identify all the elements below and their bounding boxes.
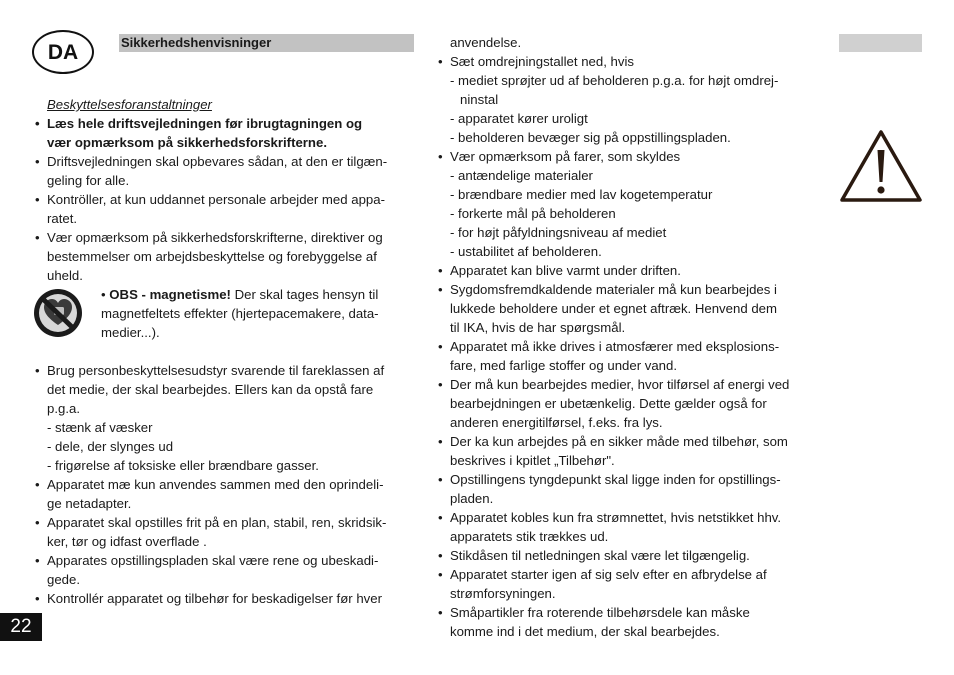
list-item-continuation: strømforsyningen. xyxy=(450,586,556,601)
list-item: • Apparatet må ikke drives i atmosfærer med eksplosions- xyxy=(438,339,780,354)
dash-item: - dele, der slynges ud xyxy=(47,439,174,454)
dash-item: - stænk af væsker xyxy=(47,420,153,435)
magnetism-text: • OBS - magnetisme! Der skal tages hensyn til magnetfeltets effekter (hjertepacemakere, data- medier...). xyxy=(101,287,379,340)
list-item-continuation: lukkede beholdere under et egnet aftræk. Henvend dem xyxy=(450,301,777,316)
list-item: • Apparatet mæ kun anvendes sammen med den oprindeli- xyxy=(35,477,384,492)
list-item-continuation: vær opmærksom på sikkerhedsforskrifterne. xyxy=(47,135,327,150)
list-item: • Vær opmærksom på sikkerhedsforskrifterne, direktiver og xyxy=(35,230,383,245)
list-item: • Apparatet skal opstilles frit på en plan, stabil, ren, skridsik- xyxy=(35,515,387,530)
dash-item: - antændelige materialer xyxy=(450,168,593,183)
dash-item: - brændbare medier med lav kogetemperatur xyxy=(450,187,713,202)
section-title: Sikkerhedshenvisninger xyxy=(119,34,414,52)
dash-item: - ustabilitet af beholderen. xyxy=(450,244,602,259)
list-item-continuation: pladen. xyxy=(450,491,494,506)
list-item: • Der må kun bearbejdes medier, hvor tilførsel af energi ved xyxy=(438,377,790,392)
list-item-continuation: fare, med farlige stoffer og under vand. xyxy=(450,358,678,373)
list-item-continuation: komme ind i det medium, der skal bearbejdes. xyxy=(450,624,720,639)
dash-item: - mediet sprøjter ud af beholderen p.g.a. for højt omdrej- xyxy=(450,73,779,88)
left-column xyxy=(35,95,413,608)
list-item: • Sygdomsfremdkaldende materialer må kun bearbejdes i xyxy=(438,282,777,297)
list-item: • Stikdåsen til netledningen skal være let tilgængelig. xyxy=(438,548,750,563)
list-item: • Apparates opstillingspladen skal være rene og ubeskadi- xyxy=(35,553,379,568)
list-item-continuation: uheld. xyxy=(47,268,83,283)
list-item: • Sæt omdrejningstallet ned, hvis xyxy=(438,54,634,69)
list-item-continuation: p.g.a. xyxy=(47,401,80,416)
header-tab-bar xyxy=(839,34,922,52)
list-item-continuation: anvendelse. xyxy=(450,35,522,50)
dash-item: - for højt påfyldningsniveau af mediet xyxy=(450,225,667,240)
list-item: • Der ka kun arbejdes på en sikker måde med tilbehør, som xyxy=(438,434,788,449)
dash-item-continuation: ninstal xyxy=(460,92,499,107)
list-item: • Apparatet kobles kun fra strømnettet, hvis netstikket hhv. xyxy=(438,510,782,525)
list-item-continuation: beskrives i kpitlet „Tilbehør". xyxy=(450,453,615,468)
list-item-continuation: geling for alle. xyxy=(47,173,130,188)
list-item-continuation: bestemmelser om arbejdsbeskyttelse og forebyggelse af xyxy=(47,249,377,264)
page-number: 22 xyxy=(0,613,42,641)
list-item: • Småpartikler fra roterende tilbehørsdele kan måske xyxy=(438,605,750,620)
dash-item: - forkerte mål på beholderen xyxy=(450,206,616,221)
list-item-continuation: anderen energitilførsel, f.eks. fra lys. xyxy=(450,415,663,430)
list-item-continuation: bearbejdningen er ubetænkelig. Dette gælder også for xyxy=(450,396,767,411)
dash-item: - frigørelse af toksiske eller brændbare gasser. xyxy=(47,458,319,473)
list-item-continuation: gede. xyxy=(47,572,81,587)
list-item-continuation: ratet. xyxy=(47,211,78,226)
list-item-continuation: ker, tør og idfast overflade . xyxy=(47,534,207,549)
right-column xyxy=(438,33,816,641)
dash-item: - beholderen bevæger sig på oppstillingspladen. xyxy=(450,130,731,145)
list-item: • Vær opmærksom på farer, som skyldes xyxy=(438,149,681,164)
magnetism-heading: OBS - magnetisme! xyxy=(109,287,231,302)
magnetism-warning xyxy=(35,285,413,361)
list-item: • Læs hele driftsvejledningen før ibrugtagningen og xyxy=(35,116,363,131)
list-item-continuation: det medie, der skal bearbejdes. Ellers kan da opstå fare xyxy=(47,382,374,397)
language-badge: DA xyxy=(32,30,94,74)
list-item: • Kontröller, at kun uddannet personale arbejder med appa- xyxy=(35,192,385,207)
no-pacemaker-magnet-icon xyxy=(32,287,84,339)
list-item: • Apparatet starter igen af sig selv efter en afbrydelse af xyxy=(438,567,767,582)
list-item: • Apparatet kan blive varmt under driften. xyxy=(438,263,681,278)
list-item: • Opstillingens tyngdepunkt skal ligge inden for opstillings- xyxy=(438,472,781,487)
dash-item: - apparatet kører uroligt xyxy=(450,111,588,126)
list-item-continuation: ge netadapter. xyxy=(47,496,132,511)
list-item: • Driftsvejledningen skal opbevares sådan, at den er tilgæn- xyxy=(35,154,388,169)
list-item: • Kontrollér apparatet og tilbehør for beskadigelser før hver xyxy=(35,591,382,606)
list-item: • Brug personbeskyttelsesudstyr svarende til fareklassen af xyxy=(35,363,385,378)
subheading: Beskyttelsesforanstaltninger xyxy=(47,97,212,112)
list-item-continuation: apparatets stik trækkes ud. xyxy=(450,529,609,544)
list-item-continuation: til IKA, hvis de har spørgsmål. xyxy=(450,320,626,335)
warning-triangle-icon xyxy=(838,128,924,204)
